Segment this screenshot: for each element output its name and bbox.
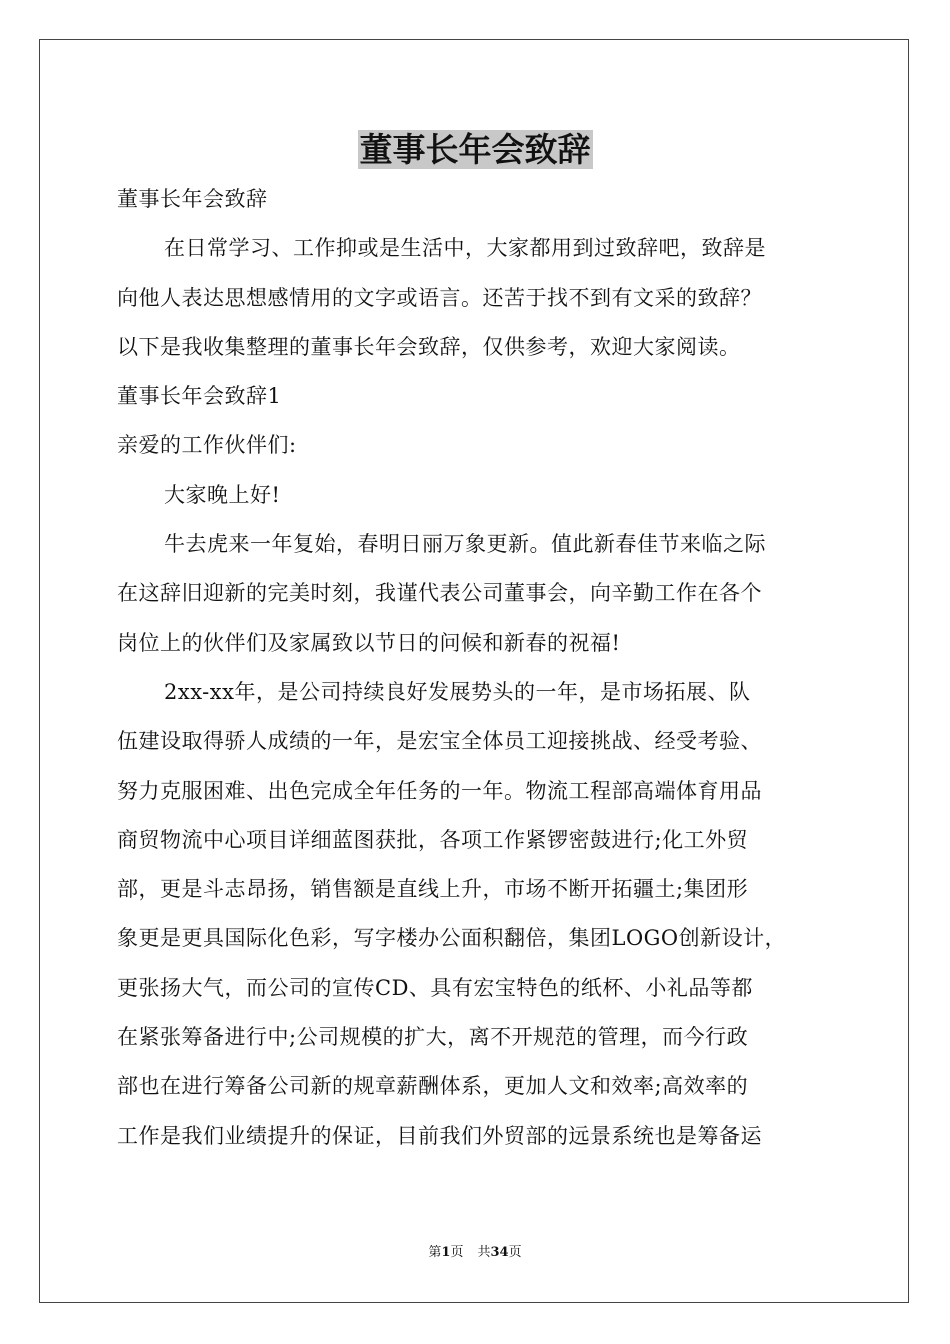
text-line: 更张扬大气，而公司的宣传CD、具有宏宝特色的纸杯、小礼品等都	[117, 975, 753, 1000]
text-line: 2xx-xx年，是公司持续良好发展势头的一年，是市场拓展、队	[164, 679, 751, 704]
text-line: 在日常学习、工作抑或是生活中，大家都用到过致辞吧，致辞是	[164, 236, 766, 261]
footer-page-prefix: 第	[428, 1245, 442, 1260]
text-line: 在紧张筹备进行中;公司规模的扩大，离不开规范的管理，而今行政	[117, 1025, 749, 1050]
document-title	[0, 127, 950, 173]
text-line: 工作是我们业绩提升的保证，目前我们外贸部的远景系统也是筹备运	[117, 1123, 762, 1148]
text-line: 努力克服困难、出色完成全年任务的一年。物流工程部高端体育用品	[117, 778, 762, 803]
text-line: 伍建设取得骄人成绩的一年，是宏宝全体员工迎接挑战、经受考验、	[117, 729, 762, 754]
footer-page-total: 34	[490, 1245, 509, 1260]
text-line: 董事长年会致辞	[117, 187, 268, 211]
document-body	[117, 175, 847, 1161]
footer-page-suffix: 页	[450, 1245, 464, 1260]
document-title-text: 董事长年会致辞	[359, 130, 591, 169]
footer-total-prefix: 共	[477, 1245, 491, 1260]
text-line: 在这辞旧迎新的完美时刻，我谨代表公司董事会，向辛勤工作在各个	[117, 581, 762, 606]
text-line: 岗位上的伙伴们及家属致以节日的问候和新春的祝福!	[117, 630, 621, 655]
text-line: 象更是更具国际化色彩，写字楼办公面积翻倍，集团LOGO创新设计，	[117, 926, 787, 951]
page-footer	[0, 1243, 950, 1263]
text-line: 以下是我收集整理的董事长年会致辞，仅供参考，欢迎大家阅读。	[117, 334, 741, 359]
text-line: 部，更是斗志昂扬，销售额是直线上升，市场不断开拓疆土;集团形	[117, 877, 749, 902]
text-line: 董事长年会致辞1	[117, 384, 282, 409]
text-line: 商贸物流中心项目详细蓝图获批，各项工作紧锣密鼓进行;化工外贸	[117, 827, 749, 852]
footer-page-current: 1	[441, 1245, 451, 1260]
text-line: 牛去虎来一年复始，春明日丽万象更新。值此新春佳节来临之际	[164, 532, 766, 557]
text-line: 大家晚上好!	[164, 482, 281, 507]
text-line: 部也在进行筹备公司新的规章薪酬体系，更加人文和效率;高效率的	[117, 1074, 749, 1099]
text-line: 亲爱的工作伙伴们:	[117, 433, 297, 458]
footer-total-suffix: 页	[508, 1245, 522, 1260]
text-line: 向他人表达思想感情用的文字或语言。还苦于找不到有文采的致辞？	[117, 285, 762, 310]
